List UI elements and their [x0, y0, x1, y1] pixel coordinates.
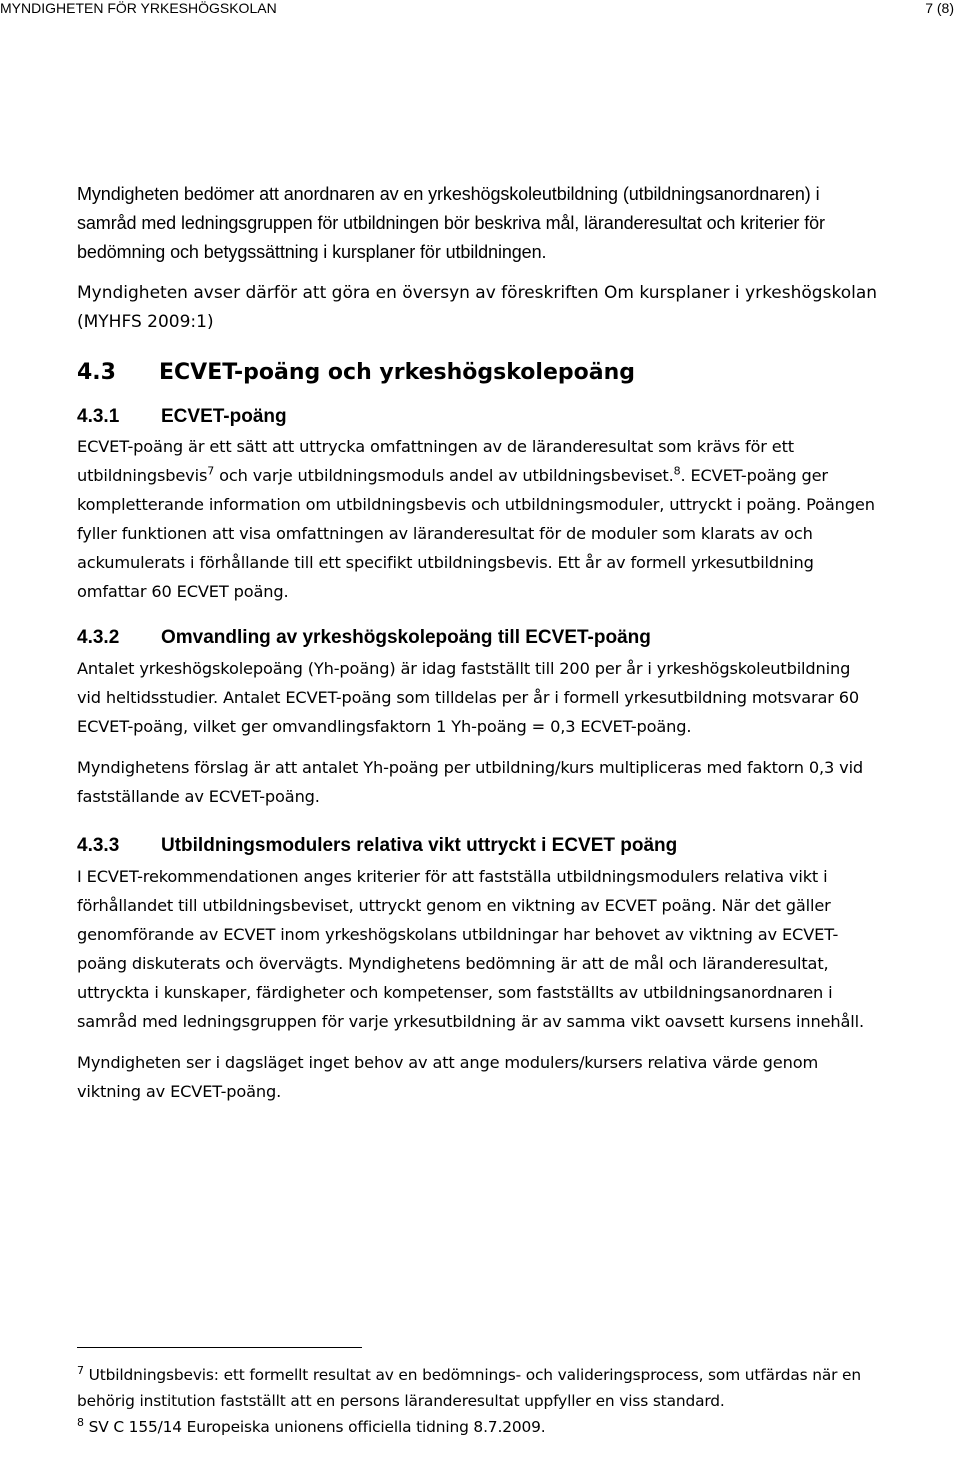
- text-part: och varje utbildningsmoduls andel av utbildningsbeviset.: [214, 466, 674, 485]
- header-title: MYNDIGHETEN FÖR YRKESHÖGSKOLAN: [0, 0, 277, 16]
- paragraph-proposal: Myndighetens förslag är att antalet Yh-poäng per utbildning/kurs multipliceras med faktorn 0,3 vid fastställande av ECVET-poäng.: [77, 758, 864, 806]
- section-heading-4-3: [77, 358, 877, 388]
- section-title: ECVET-poäng: [161, 406, 287, 427]
- footnote-ref[interactable]: 7: [207, 464, 215, 478]
- section-heading-4-3-1: [77, 403, 877, 431]
- paragraph-weighting: I ECVET-rekommendationen anges kriterier för att fastställa utbildningsmodulers relativa vikt i förhållandet till utbildningsbeviset, uttryckt genom en viktning av ECVET poäng. När det gäller genomförande av ECVET inom yrkeshögskolans utbildningar har behovet av viktning av ECVET-poäng diskuterats och övervägts. Myndighetens bedömning är att de mål och läranderesultat, uttryckta i kunskaper, färdigheter och kompetenser, som fastställts av utbildningsanordnaren i samråd med ledningsgruppen för varje yrkesutbildning är av samma vikt oavsett kursens innehåll.: [77, 867, 864, 1031]
- paragraph-conclusion: Myndigheten ser i dagsläget inget behov av att ange modulers/kursers relativa värde genom viktning av ECVET-poäng.: [77, 1053, 819, 1101]
- footnotes: [77, 1362, 877, 1440]
- section-number: 4.3.1: [77, 406, 120, 427]
- paragraph-conversion: Antalet yrkeshögskolepoäng (Yh-poäng) är idag fastställt till 200 per år i yrkeshögskoleutbildning vid heltidsstudier. Antalet ECVET-poäng som tilldelas per år i formell yrkesutbildning motsvarar 60 ECVET-poäng, vilket ger omvandlingsfaktorn 1 Yh-poäng = 0,3 ECVET-poäng.: [77, 659, 860, 736]
- text-part: ECVET-poäng är ett sätt att uttrycka omfattningen av de läranderesultat som krävs för ett utbildningsbevis: [77, 437, 794, 485]
- section-heading-4-3-3: [77, 832, 877, 860]
- footnote-ref[interactable]: 8: [673, 464, 681, 478]
- section-title: Omvandling av yrkeshögskolepoäng till ECVET-poäng: [161, 627, 651, 648]
- intro-paragraph-1: Myndigheten bedömer att anordnaren av en yrkeshögskoleutbildning (utbildningsanordnaren) i samråd med ledningsgruppen för utbildningen bör beskriva mål, läranderesultat och kriterier för bedömning och betygssättning i kursplaner för utbildningen.: [77, 184, 825, 262]
- footnote-separator: [77, 1347, 362, 1348]
- section-title: Utbildningsmodulers relativa vikt uttryckt i ECVET poäng: [161, 835, 678, 856]
- text-part: . ECVET-poäng ger kompletterande information om utbildningsbevis och utbildningsmoduler, uttryckt i poäng. Poängen fyller funktionen att visa omfattningen av läranderesultat för de moduler som klarats av och ackumulerats i förhållande till ett specifikt utbildningsbevis. Ett år av formell yrkesutbildning omfattar 60 ECVET poäng.: [77, 466, 875, 601]
- section-number: 4.3.2: [77, 627, 120, 648]
- footnote-8: [77, 1414, 877, 1440]
- footnote-text: Utbildningsbevis: ett formellt resultat av en bedömnings- och valideringsprocess, som utfärdas när en behörig institution fastställt att en persons läranderesultat uppfyller en viss standard.: [77, 1366, 861, 1410]
- page-header: [0, 0, 960, 20]
- footnote-7: [77, 1362, 877, 1414]
- footnote-number: 8: [77, 1415, 84, 1429]
- footnote-number: 7: [77, 1363, 84, 1377]
- page-number: 7 (8): [925, 0, 954, 16]
- paragraph-ecvet-definition: [77, 432, 877, 606]
- section-number: 4.3: [77, 360, 116, 385]
- intro-paragraph-2: Myndigheten avser därför att göra en översyn av föreskriften Om kursplaner i yrkeshögskolan (MYHFS 2009:1): [77, 283, 878, 332]
- section-heading-4-3-2: [77, 624, 877, 652]
- section-title: ECVET-poäng och yrkeshögskolepoäng: [159, 360, 635, 385]
- footnote-text: SV C 155/14 Europeiska unionens officiella tidning 8.7.2009.: [83, 1418, 546, 1436]
- document-body: [77, 180, 877, 1106]
- section-number: 4.3.3: [77, 835, 120, 856]
